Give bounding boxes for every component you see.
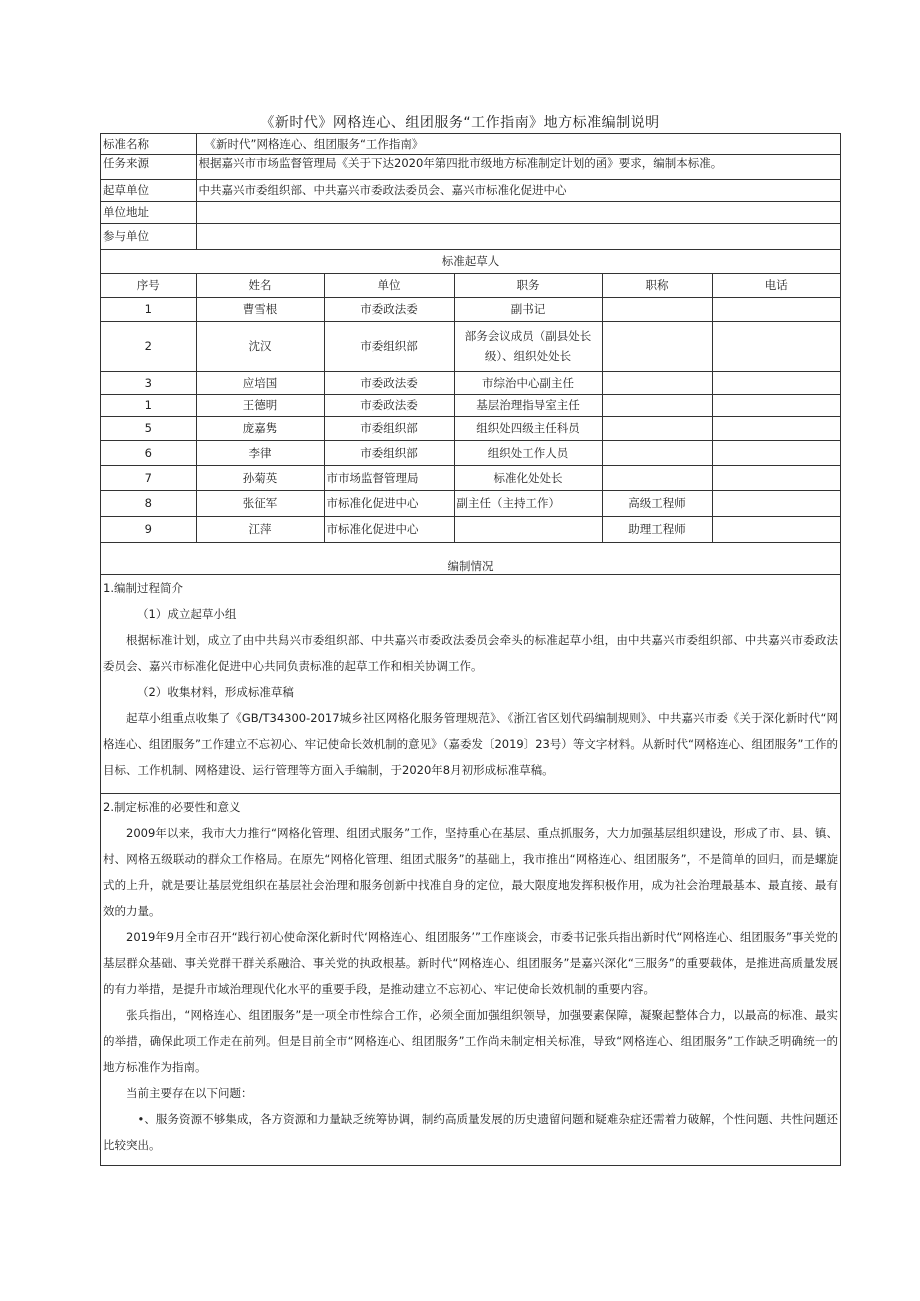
paragraph: 当前主要存在以下问题：	[126, 1085, 253, 1100]
cell-phone	[712, 416, 840, 440]
cell-no: 1	[101, 297, 196, 321]
table-row	[101, 297, 840, 321]
label-standard-name: 标准名称	[101, 134, 196, 154]
table-row	[101, 321, 840, 371]
cell-phone	[712, 440, 840, 465]
column-header: 序号	[101, 273, 196, 297]
compile-heading: 编制情况	[101, 542, 840, 574]
cell-no: 2	[101, 321, 196, 371]
cell-phone	[712, 490, 840, 516]
drafters-header-row	[101, 273, 840, 297]
paragraph: 起草小组重点收集了《GB/T34300-2017城乡社区网格化服务管理规范》、《浙江省区划代码编制规则》、中共嘉兴市委《关于深化新时代“网格连心、组团服务”工作建立不忘初心、牢记使命长效机制的意见》（嘉委发〔2019〕23号）等文字材料。从新时代“网格连心、组团服务”工作的目标、工作机制、网格建设、运行管理等方面入手编制，于2020年8月初形成标准草稿。	[103, 710, 838, 777]
value-drafting-unit: 中共嘉兴市委组织部、中共嘉兴市委政法委员会、嘉兴市标准化促进中心	[196, 179, 840, 201]
cell-post: 市综治中心副主任	[454, 371, 602, 394]
value-unit-address	[196, 201, 840, 223]
cell-name: 庞嘉隽	[196, 416, 324, 440]
cell-unit: 市标准化促进中心	[324, 490, 454, 516]
cell-post: 基层治理指导室主任	[454, 394, 602, 416]
table-row	[101, 416, 840, 440]
value-participating-unit	[196, 223, 840, 249]
label-unit-address: 单位地址	[101, 201, 196, 223]
cell-name: 沈汉	[196, 321, 324, 371]
cell-post: 标准化处处长	[454, 465, 602, 490]
paragraph: 2009年以来，我市大力推行“网格化管理、组团式服务”工作，坚持重心在基层、重点抓服务，大力加强基层组织建设，形成了市、县、镇、村、网格五级联动的群众工作格局。在原先“网格化管理、组团式服务”的基础上，我市推出“网格连心、组团服务”，不是简单的回归，而是螺旋式的上升，就是要让基层党组织在基层社会治理和服务创新中找准自身的定位，最大限度地发挥积极作用，成为社会治理最基本、最直接、最有效的力量。	[103, 825, 838, 918]
cell-post: 副主任（主持工作）	[454, 490, 602, 516]
cell-no: 5	[101, 416, 196, 440]
drafters-heading: 标准起草人	[101, 249, 840, 273]
column-header: 单位	[324, 273, 454, 297]
cell-unit: 市标准化促进中心	[324, 516, 454, 542]
cell-post: 部务会议成员（副县处长级）、组织处处长	[454, 321, 602, 371]
column-header: 姓名	[196, 273, 324, 297]
column-header: 职务	[454, 273, 602, 297]
document-title: 《新时代》网格连心、组团服务“工作指南》地方标准编制说明	[260, 115, 660, 131]
cell-title	[602, 440, 712, 465]
cell-name: 曹雪根	[196, 297, 324, 321]
cell-post	[454, 516, 602, 542]
paragraph: 根据标准计划，成立了由中共舄兴市委组织部、中共嘉兴市委政法委员会牵头的标准起草小组，由中共嘉兴市委组织部、中共嘉兴市委政法委员会、嘉兴市标准化促进中心共同负责标准的起草工作和相关协调工作。	[103, 632, 838, 673]
section-title: 1.编制过程简介	[103, 580, 183, 595]
subsection-title: （2）收集材料，形成标准草稿	[137, 684, 294, 699]
cell-title	[602, 465, 712, 490]
cell-name: 李律	[196, 440, 324, 465]
cell-title	[602, 394, 712, 416]
cell-title	[602, 321, 712, 371]
info-table	[101, 134, 840, 575]
cell-name: 张征军	[196, 490, 324, 516]
cell-no: 3	[101, 371, 196, 394]
table-row	[101, 490, 840, 516]
cell-no: 1	[101, 394, 196, 416]
cell-phone	[712, 371, 840, 394]
table-row	[101, 371, 840, 394]
table-row	[101, 394, 840, 416]
cell-unit: 市委政法委	[324, 394, 454, 416]
cell-phone	[712, 465, 840, 490]
paragraph: 张兵指出，“网格连心、组团服务”是一项全市性综合工作，必须全面加强组织领导，加强要素保障，凝聚起整体合力，以最高的标准、最实的举措，确保此项工作走在前列。但是目前全市“网格连心、组团服务”工作尚未制定相关标准，导致“网格连心、组团服务”工作缺乏明确统一的地方标准作为指南。	[103, 1007, 838, 1074]
column-header: 电话	[712, 273, 840, 297]
label-task-source: 任务来源	[101, 154, 196, 179]
form-frame	[100, 133, 841, 1166]
cell-post: 组织处工作人员	[454, 440, 602, 465]
cell-unit: 市委政法委	[324, 297, 454, 321]
cell-phone	[712, 321, 840, 371]
section-title: 2.制定标准的必要性和意义	[103, 799, 241, 814]
cell-title	[602, 371, 712, 394]
cell-phone	[712, 516, 840, 542]
cell-name: 王德明	[196, 394, 324, 416]
table-row	[101, 465, 840, 490]
cell-title	[602, 416, 712, 440]
paragraph: 2019年9月全市召开“践行初心使命深化新时代‘网格连心、组团服务’”工作座谈会，市委书记张兵指出新时代“网格连心、组团服务”事关党的基层群众基础、事关党群干群关系融洽、事关党的执政根基。新时代“网格连心、组团服务”是嘉兴深化“三服务”的重要载体，是推进高质量发展的有力举措，是提升市域治理现代化水平的重要手段，是推动建立不忘初心、牢记使命长效机制的重要内容。	[103, 929, 838, 996]
cell-phone	[712, 297, 840, 321]
cell-no: 9	[101, 516, 196, 542]
label-participating-unit: 参与单位	[101, 223, 196, 249]
section-process	[101, 575, 840, 794]
cell-no: 8	[101, 490, 196, 516]
cell-post: 副书记	[454, 297, 602, 321]
column-header: 职称	[602, 273, 712, 297]
cell-unit: 市委政法委	[324, 371, 454, 394]
cell-unit: 市市场监督管理局	[324, 465, 454, 490]
value-standard-name: 《新时代”网格连心、组团服务“工作指南》	[196, 134, 840, 154]
bullet-item: •、服务资源不够集成，各方资源和力量缺乏统筹协调，制约高质量发展的历史遗留问题和疑难杂症还需着力破解，个性问题、共性问题还比较突出。	[103, 1111, 838, 1152]
cell-post: 组织处四级主任科员	[454, 416, 602, 440]
cell-title: 高级工程师	[602, 490, 712, 516]
cell-no: 7	[101, 465, 196, 490]
table-row	[101, 440, 840, 465]
section-necessity	[101, 794, 840, 1158]
cell-title: 助理工程师	[602, 516, 712, 542]
cell-name: 应培国	[196, 371, 324, 394]
table-row	[101, 516, 840, 542]
label-drafting-unit: 起草单位	[101, 179, 196, 201]
cell-unit: 市委组织部	[324, 440, 454, 465]
cell-no: 6	[101, 440, 196, 465]
subsection-title: （1）成立起草小组	[137, 606, 237, 621]
cell-phone	[712, 394, 840, 416]
cell-title	[602, 297, 712, 321]
cell-name: 孙菊英	[196, 465, 324, 490]
cell-unit: 市委组织部	[324, 416, 454, 440]
cell-unit: 市委组织部	[324, 321, 454, 371]
value-task-source: 根据嘉兴市市场监督管理局《关于下达2020年第四批市级地方标准制定计划的函》要求，编制本标准。	[196, 154, 840, 179]
cell-name: 江萍	[196, 516, 324, 542]
